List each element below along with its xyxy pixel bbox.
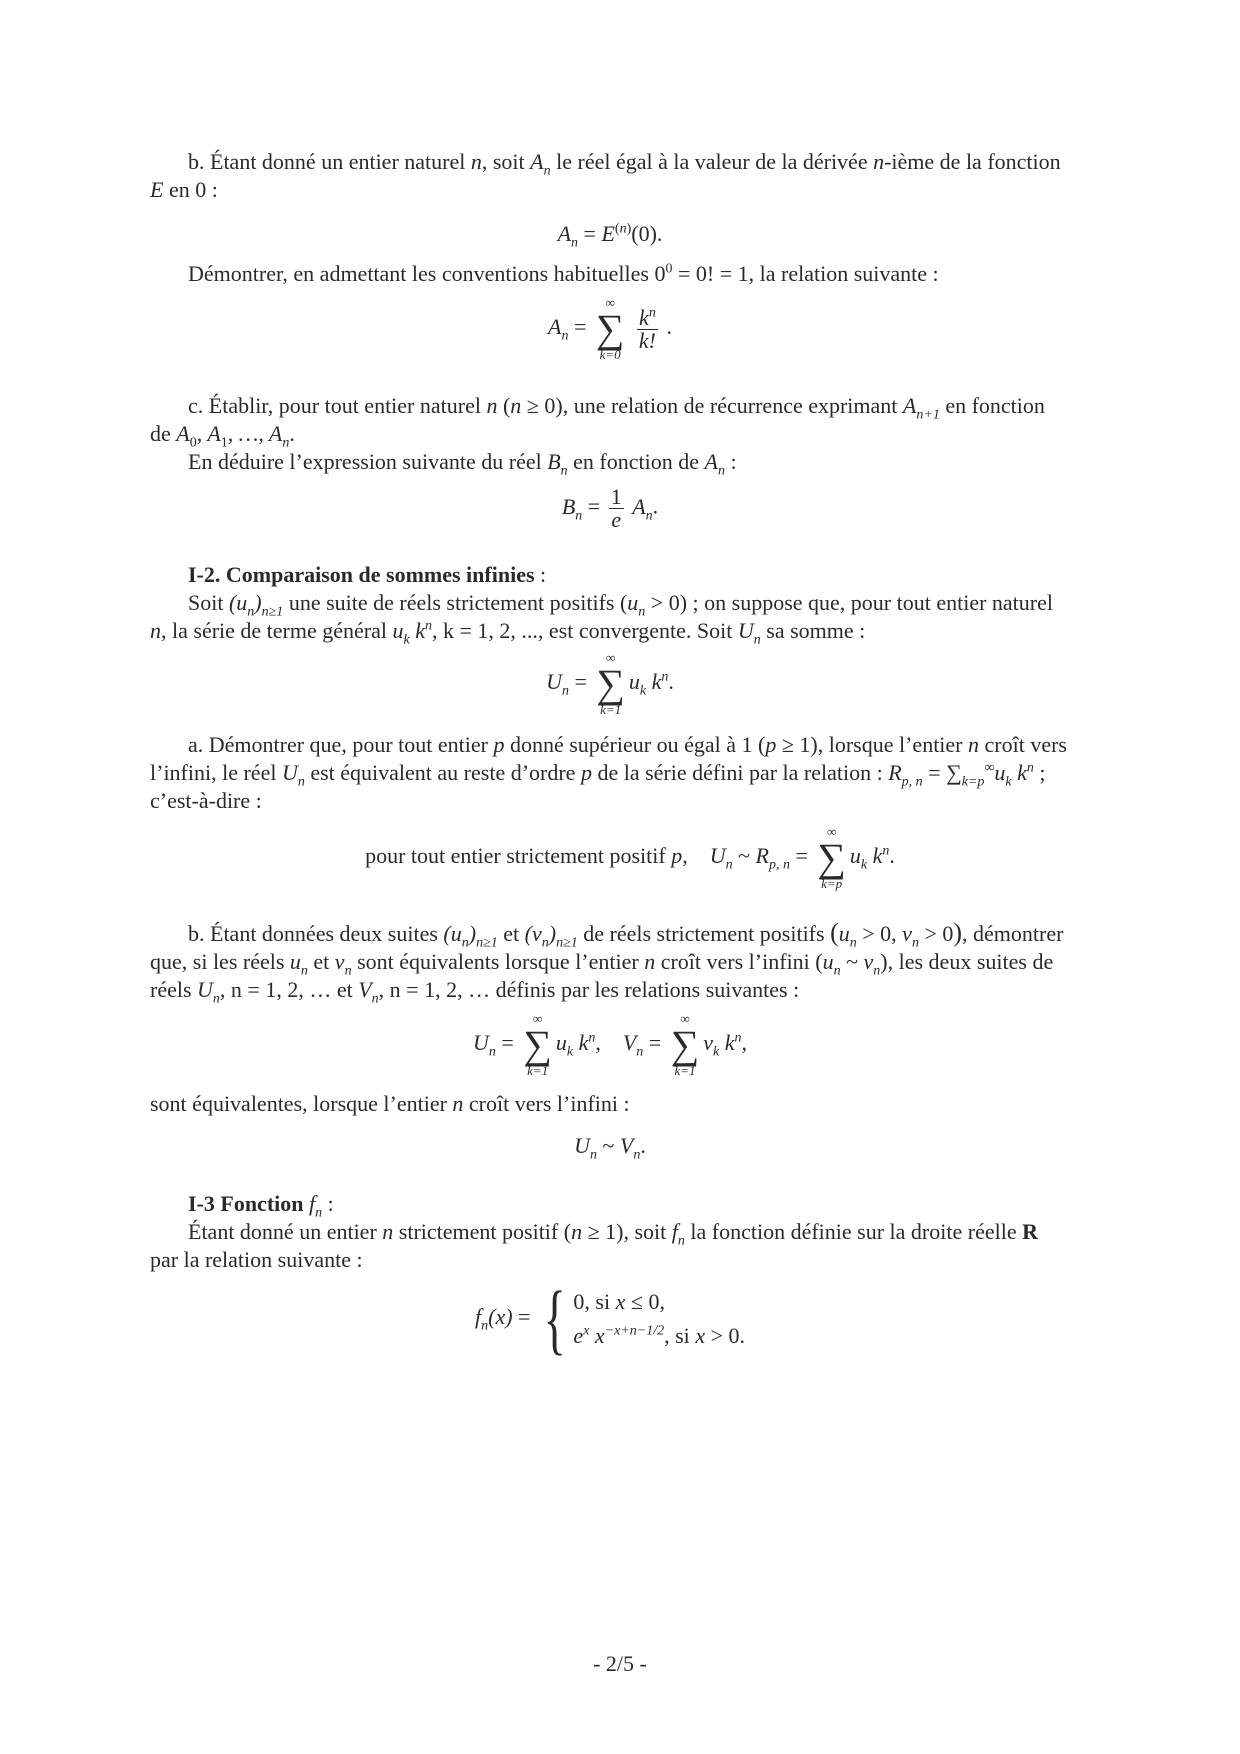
section-i2-part-a: a. Démontrer que, pour tout entier p donné supérieur ou égal à 1 (p ≥ 1), lorsque l’entier n croît vers l’infini, le réel $U_n$ est équivalent au reste d’ordre p de la série défini par la relation : $R_{p, n} = \sum_{k=p}^\infty u_k$ $k^n$ ; c’est-à-dire :: [150, 732, 1067, 813]
text: et: [307, 949, 335, 974]
text: le réel égal à la valeur de la dérivée: [550, 149, 874, 174]
part-c-deduce: En déduire l’expression suivante du réel $B_n$ en fonction de $A_n$ :: [188, 449, 737, 479]
text: strictement positif (: [393, 1219, 572, 1244]
text: , soit: [481, 149, 531, 174]
equation-an-derivative: $A_n = E^{(n)}(0)$.: [557, 221, 663, 251]
text: de la série défini par la relation :: [591, 760, 889, 785]
sum-symbol: ∞ ∑ k=0: [595, 295, 625, 362]
text: croît vers l’infini, le réel: [150, 732, 1067, 785]
text: de réels strictement positifs: [577, 921, 831, 946]
text: > 0) ; on suppose que, pour tout entier naturel: [645, 590, 1053, 615]
text: -ième de la fonction: [884, 149, 1061, 174]
equation-un-vn-sums: $U_n$ = ∞ ∑ k=1 $u_k$ $k^n$, $V_n$ = ∞ ∑ k=1 $v_k$ $k^n$,: [473, 1011, 747, 1078]
part-c-intro: c. Établir, pour tout entier naturel n (n ≥ 0), une relation de récurrence exprimant $A_{n+1}$ en fonction de $A_0$, $A_1$, …, $A_n$.: [150, 393, 1045, 451]
text: sont équivalentes, lorsque l’entier: [150, 1091, 453, 1116]
sum-symbol: ∞ ∑ k=p: [817, 824, 846, 891]
equation-un-sum: $U_n$ = ∞ ∑ k=1 $u_k$ $k^n$.: [546, 650, 674, 717]
page-number: - 2/5 -: [593, 1651, 647, 1676]
text: , démontrer que, si les réels: [150, 921, 1064, 974]
text: :: [534, 562, 547, 587]
text: Étant donné un entier: [188, 1219, 383, 1244]
section-i2-title: [150, 561, 1070, 589]
text: en 0 :: [163, 177, 218, 202]
text: c. Établir, pour tout entier naturel: [188, 393, 487, 418]
text: ≥ 0), une relation de récurrence exprimant: [521, 393, 903, 418]
text: En déduire l’expression suivante du réel: [188, 449, 548, 474]
equation-un-equiv-rpn: pour tout entier strictement positif p, $U_n$ ~ $R_{p, n}$ = ∞ ∑ k=p $u_k$ $k^n$.: [365, 824, 895, 891]
text: est équivalent au reste d’ordre: [304, 760, 581, 785]
text: ≤ 0,: [625, 1289, 665, 1314]
text: ≥ 1), soit: [582, 1219, 672, 1244]
section-i3-intro: Étant donné un entier n strictement positif (n ≥ 1), soit $f_n$ la fonction définie sur la droite réelle R par la relation suivante :: [150, 1219, 1038, 1272]
part-b-intro: b. Étant donné un entier naturel n, soit $A_n$ le réel égal à la valeur de la dérivée n-ième de la fonction E en 0 :: [150, 149, 1061, 202]
text: , n = 1, 2, … et: [219, 977, 359, 1002]
section-i2-part-b: b. Étant données deux suites $(u_n)_{n\ge 1}$ et $(v_n)_{n\ge 1}$ de réels strictement positifs ($u_n > 0$, $v_n > 0$), démontrer que, si les réels $u_n$ et $v_n$ sont équivalents lorsque l’entier n croît vers l’infini ($u_n$ ~ $v_n$), les deux suites de réels $U_n$, n = 1, 2, … et $V_n$, n = 1, 2, … définis par les relations suivantes :: [150, 918, 1064, 1007]
text: 0, si: [573, 1289, 616, 1314]
sum-symbol: ∞ ∑ k=1: [670, 1011, 700, 1078]
text: en fonction de: [567, 449, 705, 474]
left-brace: {: [543, 1275, 566, 1362]
sum-symbol: ∞ ∑ k=1: [596, 650, 625, 717]
text: croît vers l’infini :: [463, 1091, 630, 1116]
text: = 0! = 1, la relation suivante :: [672, 261, 939, 286]
text: en fonction de: [150, 393, 1045, 446]
text: :: [724, 449, 737, 474]
text: sa somme :: [760, 618, 866, 643]
equation-un-equiv-vn: $U_n$ ~ $V_n$.: [574, 1133, 646, 1163]
text: ≥ 1), lorsque l’entier: [776, 732, 969, 757]
text: la fonction définie sur la droite réelle: [684, 1219, 1023, 1244]
text: une suite de réels strictement positifs (: [283, 590, 628, 615]
text: , si: [664, 1323, 696, 1348]
text: sont équivalents lorsque l’entier: [351, 949, 645, 974]
text: par la relation suivante :: [150, 1247, 363, 1272]
text: , k = 1, 2, ..., est convergente. Soit: [431, 618, 738, 643]
text: ), les deux suites de réels: [150, 949, 1054, 1002]
equation-an-sum: $A_n$ = ∞ ∑ k=0 $\frac{k^n}{k!}$ .: [548, 295, 672, 362]
text: et: [497, 921, 525, 946]
text: pour tout entier strictement positif: [365, 843, 672, 869]
equation-bn: $B_n$ = $\frac{1}{e}$ $A_n$.: [561, 484, 659, 532]
text: a. Démontrer que, pour tout entier: [188, 732, 494, 757]
text: Soit: [188, 590, 229, 615]
text: b. Étant donné un entier naturel: [188, 149, 471, 174]
section-i3-title: I-3 Fonction $f_n$ :: [188, 1191, 334, 1221]
section-number: I-2: [188, 562, 215, 587]
text: > 0.: [705, 1323, 745, 1348]
sum-symbol: ∞ ∑ k=1: [523, 1011, 552, 1078]
section-i2-conclusion: sont équivalentes, lorsque l’entier n croît vers l’infini :: [150, 1091, 630, 1116]
reals-symbol: R: [1022, 1219, 1038, 1244]
cases-block: 0, si x ≤ 0, $e^x$ $x^{-x+n-1/2}$, si x > 0.: [573, 1289, 745, 1348]
text: (: [497, 393, 511, 418]
section-i2-intro: Soit $(u_n)_{n\ge 1}$ une suite de réels strictement positifs $(u_n > 0)$ ; on suppose que, pour tout entier naturel n, la série de terme général $u_k$ $k^n$, k = 1, 2, ..., est convergente. Soit $U_n$ sa somme :: [150, 590, 1053, 648]
part-b-demonstrate: Démontrer, en admettant les conventions habituelles $0^0 = 0$! = 1, la relation suivante :: [188, 261, 939, 286]
text: croît vers l’infini (: [655, 949, 823, 974]
document-page: [150, 148, 1070, 1362]
section-title: . Comparaison de sommes infinies: [214, 562, 535, 587]
equation-fn-cases: $f_n(x)$ = { 0, si x ≤ 0, $e^x$ $x^{-x+n-1/2}$, si x > 0.: [475, 1275, 745, 1362]
text: :: [322, 1191, 334, 1216]
text: , n = 1, 2, … définis par les relations suivantes :: [378, 977, 800, 1002]
text: b. Étant données deux suites: [188, 921, 444, 946]
text: donné supérieur ou égal à 1 (: [504, 732, 766, 757]
section-title: I-3 Fonction: [188, 1191, 309, 1216]
text: , la série de terme général: [161, 618, 393, 643]
text: ; c’est-à-dire :: [150, 760, 1046, 813]
text: Démontrer, en admettant les conventions habituelles 0: [188, 261, 666, 286]
